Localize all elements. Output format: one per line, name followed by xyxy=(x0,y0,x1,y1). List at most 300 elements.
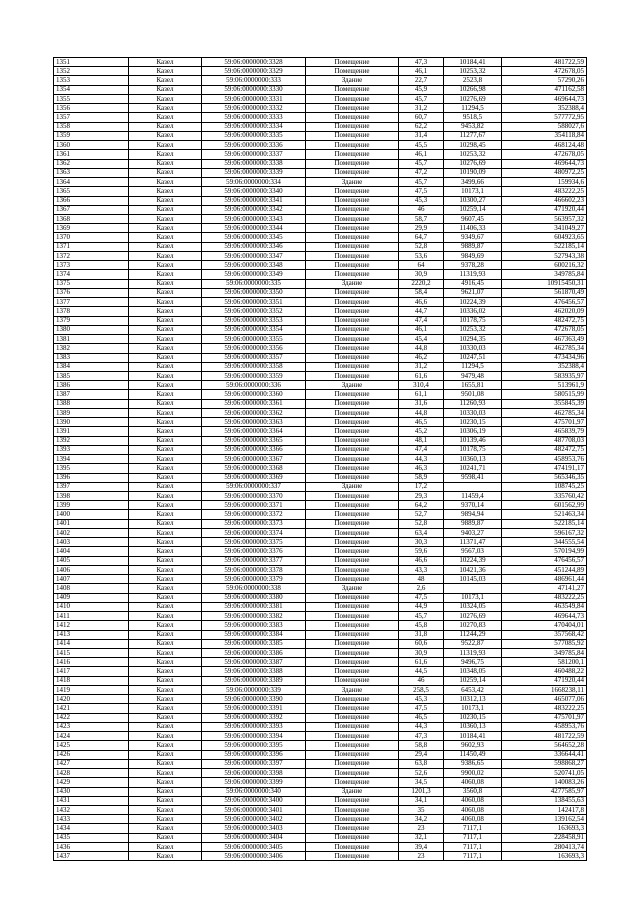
cadastral-value-cell: 522185,14 xyxy=(502,519,587,528)
cadastral-number-cell: 59:06:0000000:335 xyxy=(202,279,306,288)
object-type-cell: Помещение xyxy=(306,713,399,722)
cadastral-value-cell: 470404,01 xyxy=(502,621,587,630)
cadastral-number-cell: 59:06:0000000:3349 xyxy=(202,270,306,279)
cadastral-number-cell: 59:06:0000000:3367 xyxy=(202,455,306,464)
row-number: 1395 xyxy=(54,464,129,473)
table-row xyxy=(54,427,587,436)
settlement-cell: Казел xyxy=(129,667,202,676)
row-number: 1353 xyxy=(54,76,129,85)
cadastral-number-cell: 59:06:0000000:3343 xyxy=(202,214,306,223)
cadastral-value-cell: 598868,27 xyxy=(502,759,587,768)
row-number: 1423 xyxy=(54,722,129,731)
settlement-cell: Казел xyxy=(129,565,202,574)
row-number: 1361 xyxy=(54,150,129,159)
row-number: 1394 xyxy=(54,455,129,464)
unit-value-cell: 11277,67 xyxy=(444,131,502,140)
table-row xyxy=(54,492,587,501)
row-number: 1411 xyxy=(54,612,129,621)
cadastral-number-cell: 59:06:0000000:3351 xyxy=(202,298,306,307)
table-row xyxy=(54,307,587,316)
cadastral-number-cell: 59:06:0000000:3334 xyxy=(202,122,306,131)
unit-value-cell: 10184,41 xyxy=(444,58,502,67)
row-number: 1399 xyxy=(54,501,129,510)
area-cell: 47,2 xyxy=(399,168,444,177)
area-cell: 29,3 xyxy=(399,492,444,501)
settlement-cell: Казел xyxy=(129,547,202,556)
cadastral-value-cell: 138455,63 xyxy=(502,796,587,805)
area-cell: 32,1 xyxy=(399,833,444,842)
unit-value-cell: 9900,02 xyxy=(444,769,502,778)
area-cell: 61,6 xyxy=(399,371,444,380)
row-number: 1396 xyxy=(54,473,129,482)
object-type-cell: Помещение xyxy=(306,150,399,159)
cadastral-value-cell: 458953,76 xyxy=(502,455,587,464)
table-row xyxy=(54,685,587,694)
unit-value-cell: 3560,8 xyxy=(444,787,502,796)
unit-value-cell: 11459,4 xyxy=(444,492,502,501)
area-cell: 46,1 xyxy=(399,325,444,334)
row-number: 1355 xyxy=(54,94,129,103)
area-cell: 58,7 xyxy=(399,214,444,223)
row-number: 1421 xyxy=(54,704,129,713)
cadastral-number-cell: 59:06:0000000:3372 xyxy=(202,510,306,519)
unit-value-cell: 9501,08 xyxy=(444,390,502,399)
row-number: 1416 xyxy=(54,658,129,667)
row-number: 1384 xyxy=(54,362,129,371)
unit-value-cell: 7117,1 xyxy=(444,833,502,842)
settlement-cell: Казел xyxy=(129,695,202,704)
table-row xyxy=(54,178,587,187)
object-type-cell: Помещение xyxy=(306,455,399,464)
area-cell: 61,1 xyxy=(399,390,444,399)
cadastral-number-cell: 59:06:0000000:3369 xyxy=(202,473,306,482)
object-type-cell: Здание xyxy=(306,685,399,694)
cadastral-value-cell: 468124,48 xyxy=(502,141,587,150)
object-type-cell: Помещение xyxy=(306,538,399,547)
cadastral-value-cell: 469644,73 xyxy=(502,94,587,103)
row-number: 1406 xyxy=(54,565,129,574)
table-row xyxy=(54,565,587,574)
settlement-cell: Казел xyxy=(129,593,202,602)
cadastral-value-cell: 349785,84 xyxy=(502,270,587,279)
cadastral-number-cell: 59:06:0000000:3373 xyxy=(202,519,306,528)
cadastral-number-cell: 59:06:0000000:3357 xyxy=(202,353,306,362)
area-cell: 52,8 xyxy=(399,519,444,528)
cadastral-number-cell: 59:06:0000000:3336 xyxy=(202,141,306,150)
table-row xyxy=(54,593,587,602)
area-cell: 61,6 xyxy=(399,658,444,667)
row-number: 1405 xyxy=(54,556,129,565)
settlement-cell: Казел xyxy=(129,242,202,251)
area-cell: 31,6 xyxy=(399,399,444,408)
table-row xyxy=(54,815,587,824)
object-type-cell: Здание xyxy=(306,482,399,491)
cadastral-value-cell: 472678,05 xyxy=(502,325,587,334)
object-type-cell: Помещение xyxy=(306,141,399,150)
area-cell: 52,6 xyxy=(399,769,444,778)
settlement-cell: Казел xyxy=(129,67,202,76)
unit-value-cell: 4060,08 xyxy=(444,805,502,814)
cadastral-value-cell: 469644,73 xyxy=(502,612,587,621)
cadastral-number-cell: 59:06:0000000:3337 xyxy=(202,150,306,159)
unit-value-cell: 9567,03 xyxy=(444,547,502,556)
object-type-cell: Здание xyxy=(306,584,399,593)
cadastral-number-cell: 59:06:0000000:3347 xyxy=(202,251,306,260)
unit-value-cell: 6453,42 xyxy=(444,685,502,694)
area-cell: 58,8 xyxy=(399,741,444,750)
table-row xyxy=(54,316,587,325)
table-row xyxy=(54,519,587,528)
row-number: 1382 xyxy=(54,344,129,353)
object-type-cell: Помещение xyxy=(306,565,399,574)
cadastral-number-cell: 59:06:0000000:334 xyxy=(202,178,306,187)
object-type-cell: Помещение xyxy=(306,307,399,316)
area-cell: 47,5 xyxy=(399,187,444,196)
area-cell: 47,4 xyxy=(399,316,444,325)
unit-value-cell: 11244,29 xyxy=(444,630,502,639)
row-number: 1420 xyxy=(54,695,129,704)
settlement-cell: Казел xyxy=(129,464,202,473)
row-number: 1363 xyxy=(54,168,129,177)
object-type-cell: Помещение xyxy=(306,676,399,685)
cadastral-number-cell: 59:06:0000000:3375 xyxy=(202,538,306,547)
row-number: 1387 xyxy=(54,390,129,399)
settlement-cell: Казел xyxy=(129,556,202,565)
area-cell: 46,6 xyxy=(399,298,444,307)
row-number: 1429 xyxy=(54,778,129,787)
cadastral-value-cell: 474191,17 xyxy=(502,464,587,473)
table-row xyxy=(54,187,587,196)
object-type-cell: Помещение xyxy=(306,556,399,565)
table-body xyxy=(54,58,587,861)
object-type-cell: Помещение xyxy=(306,547,399,556)
settlement-cell: Казел xyxy=(129,445,202,454)
row-number: 1362 xyxy=(54,159,129,168)
object-type-cell: Здание xyxy=(306,787,399,796)
cadastral-value-cell: 483222,25 xyxy=(502,187,587,196)
cadastral-number-cell: 59:06:0000000:3399 xyxy=(202,778,306,787)
area-cell: 62,2 xyxy=(399,122,444,131)
cadastral-value-cell: 466602,23 xyxy=(502,196,587,205)
settlement-cell: Казел xyxy=(129,122,202,131)
unit-value-cell: 9518,5 xyxy=(444,113,502,122)
unit-value-cell: 10224,39 xyxy=(444,298,502,307)
cadastral-value-cell: 481722,59 xyxy=(502,58,587,67)
area-cell: 52,8 xyxy=(399,242,444,251)
cadastral-value-cell: 163693,3 xyxy=(502,852,587,861)
object-type-cell: Помещение xyxy=(306,196,399,205)
unit-value-cell: 4060,08 xyxy=(444,796,502,805)
cadastral-value-cell: 139162,54 xyxy=(502,815,587,824)
table-row xyxy=(54,362,587,371)
cadastral-value-cell: 341049,27 xyxy=(502,224,587,233)
table-row xyxy=(54,122,587,131)
table-row xyxy=(54,418,587,427)
table-row xyxy=(54,833,587,842)
cadastral-value-cell: 463549,84 xyxy=(502,602,587,611)
row-number: 1426 xyxy=(54,750,129,759)
cadastral-number-cell: 59:06:0000000:3359 xyxy=(202,371,306,380)
object-type-cell: Помещение xyxy=(306,353,399,362)
unit-value-cell: 2523,8 xyxy=(444,76,502,85)
area-cell: 39,4 xyxy=(399,842,444,851)
cadastral-number-cell: 59:06:0000000:3406 xyxy=(202,852,306,861)
row-number: 1400 xyxy=(54,510,129,519)
unit-value-cell: 9349,67 xyxy=(444,233,502,242)
object-type-cell: Помещение xyxy=(306,519,399,528)
cadastral-value-cell: 10915450,31 xyxy=(502,279,587,288)
area-cell: 258,5 xyxy=(399,685,444,694)
settlement-cell: Казел xyxy=(129,602,202,611)
row-number: 1373 xyxy=(54,261,129,270)
settlement-cell: Казел xyxy=(129,390,202,399)
area-cell: 44,3 xyxy=(399,722,444,731)
table-row xyxy=(54,556,587,565)
table-row xyxy=(54,649,587,658)
settlement-cell: Казел xyxy=(129,612,202,621)
unit-value-cell: 10253,32 xyxy=(444,150,502,159)
settlement-cell: Казел xyxy=(129,270,202,279)
table-row xyxy=(54,270,587,279)
cadastral-number-cell: 59:06:0000000:3400 xyxy=(202,796,306,805)
unit-value-cell: 9889,87 xyxy=(444,242,502,251)
cadastral-value-cell: 465077,06 xyxy=(502,695,587,704)
settlement-cell: Казел xyxy=(129,150,202,159)
object-type-cell: Помещение xyxy=(306,131,399,140)
area-cell: 47,5 xyxy=(399,704,444,713)
object-type-cell: Помещение xyxy=(306,630,399,639)
table-row xyxy=(54,353,587,362)
object-type-cell: Помещение xyxy=(306,214,399,223)
cadastral-number-cell: 59:06:0000000:3391 xyxy=(202,704,306,713)
settlement-cell: Казел xyxy=(129,833,202,842)
table-row xyxy=(54,104,587,113)
cadastral-value-cell: 357568,42 xyxy=(502,630,587,639)
cadastral-value-cell: 159934,6 xyxy=(502,178,587,187)
table-row xyxy=(54,612,587,621)
object-type-cell: Помещение xyxy=(306,261,399,270)
cadastral-value-cell: 473434,96 xyxy=(502,353,587,362)
cadastral-value-cell: 475701,97 xyxy=(502,713,587,722)
object-type-cell: Здание xyxy=(306,381,399,390)
row-number: 1410 xyxy=(54,602,129,611)
area-cell: 44,9 xyxy=(399,602,444,611)
object-type-cell: Помещение xyxy=(306,667,399,676)
cadastral-number-cell: 59:06:0000000:3354 xyxy=(202,325,306,334)
settlement-cell: Казел xyxy=(129,104,202,113)
area-cell: 48,1 xyxy=(399,436,444,445)
area-cell: 310,4 xyxy=(399,381,444,390)
object-type-cell: Помещение xyxy=(306,251,399,260)
settlement-cell: Казел xyxy=(129,362,202,371)
cadastral-value-cell: 451244,89 xyxy=(502,565,587,574)
unit-value-cell: 9403,27 xyxy=(444,528,502,537)
cadastral-number-cell: 59:06:0000000:3356 xyxy=(202,344,306,353)
unit-value-cell: 10184,41 xyxy=(444,732,502,741)
object-type-cell: Помещение xyxy=(306,288,399,297)
cadastral-value-cell: 581200,1 xyxy=(502,658,587,667)
cadastral-value-cell: 460488,22 xyxy=(502,667,587,676)
table-row xyxy=(54,150,587,159)
table-row xyxy=(54,741,587,750)
object-type-cell: Помещение xyxy=(306,335,399,344)
row-number: 1356 xyxy=(54,104,129,113)
cadastral-value-cell: 469644,73 xyxy=(502,159,587,168)
table-row xyxy=(54,214,587,223)
cadastral-value-cell: 471920,44 xyxy=(502,205,587,214)
area-cell: 45,3 xyxy=(399,196,444,205)
row-number: 1414 xyxy=(54,639,129,648)
row-number: 1364 xyxy=(54,178,129,187)
settlement-cell: Казел xyxy=(129,722,202,731)
settlement-cell: Казел xyxy=(129,482,202,491)
cadastral-value-cell: 577772,95 xyxy=(502,113,587,122)
object-type-cell: Помещение xyxy=(306,94,399,103)
row-number: 1408 xyxy=(54,584,129,593)
object-type-cell: Помещение xyxy=(306,639,399,648)
unit-value-cell: 10173,1 xyxy=(444,187,502,196)
object-type-cell: Помещение xyxy=(306,621,399,630)
table-row xyxy=(54,141,587,150)
area-cell: 64,2 xyxy=(399,501,444,510)
cadastral-value-cell: 57290,26 xyxy=(502,76,587,85)
settlement-cell: Казел xyxy=(129,658,202,667)
cadastral-value-cell: 355845,39 xyxy=(502,399,587,408)
area-cell: 46 xyxy=(399,205,444,214)
table-row xyxy=(54,371,587,380)
row-number: 1372 xyxy=(54,251,129,260)
row-number: 1413 xyxy=(54,630,129,639)
table-row xyxy=(54,639,587,648)
cadastral-number-cell: 59:06:0000000:3404 xyxy=(202,833,306,842)
unit-value-cell: 10173,1 xyxy=(444,593,502,602)
cadastral-value-cell: 480972,25 xyxy=(502,168,587,177)
settlement-cell: Казел xyxy=(129,316,202,325)
cadastral-number-cell: 59:06:0000000:3384 xyxy=(202,630,306,639)
unit-value-cell: 10259,14 xyxy=(444,676,502,685)
cadastral-value-cell: 472678,05 xyxy=(502,67,587,76)
object-type-cell: Помещение xyxy=(306,575,399,584)
settlement-cell: Казел xyxy=(129,279,202,288)
row-number: 1424 xyxy=(54,732,129,741)
area-cell: 47,4 xyxy=(399,445,444,454)
object-type-cell: Здание xyxy=(306,279,399,288)
settlement-cell: Казел xyxy=(129,769,202,778)
table-row xyxy=(54,842,587,851)
table-row xyxy=(54,704,587,713)
object-type-cell: Помещение xyxy=(306,704,399,713)
cadastral-number-cell: 59:06:0000000:3365 xyxy=(202,436,306,445)
settlement-cell: Казел xyxy=(129,178,202,187)
table-row xyxy=(54,695,587,704)
area-cell: 45,7 xyxy=(399,94,444,103)
table-row xyxy=(54,131,587,140)
settlement-cell: Казел xyxy=(129,288,202,297)
area-cell: 31,8 xyxy=(399,630,444,639)
settlement-cell: Казел xyxy=(129,436,202,445)
unit-value-cell: 9598,41 xyxy=(444,473,502,482)
unit-value-cell: 10259,14 xyxy=(444,205,502,214)
area-cell: 46,5 xyxy=(399,713,444,722)
object-type-cell: Помещение xyxy=(306,67,399,76)
area-cell: 47,3 xyxy=(399,58,444,67)
area-cell: 45,9 xyxy=(399,85,444,94)
cadastral-number-cell: 59:06:0000000:3360 xyxy=(202,390,306,399)
table-row xyxy=(54,390,587,399)
row-number: 1390 xyxy=(54,418,129,427)
cadastral-value-cell: 344555,54 xyxy=(502,538,587,547)
unit-value-cell: 10266,98 xyxy=(444,85,502,94)
cadastral-number-cell: 59:06:0000000:3344 xyxy=(202,224,306,233)
unit-value-cell: 4916,45 xyxy=(444,279,502,288)
settlement-cell: Казел xyxy=(129,796,202,805)
cadastral-value-cell: 462785,34 xyxy=(502,344,587,353)
object-type-cell: Помещение xyxy=(306,270,399,279)
table-row xyxy=(54,510,587,519)
cadastral-number-cell: 59:06:0000000:3395 xyxy=(202,741,306,750)
row-number: 1392 xyxy=(54,436,129,445)
row-number: 1379 xyxy=(54,316,129,325)
area-cell: 45,4 xyxy=(399,335,444,344)
unit-value-cell: 1655,81 xyxy=(444,381,502,390)
unit-value-cell: 10300,27 xyxy=(444,196,502,205)
row-number: 1371 xyxy=(54,242,129,251)
table-row xyxy=(54,159,587,168)
table-row xyxy=(54,538,587,547)
area-cell: 64,7 xyxy=(399,233,444,242)
table-row xyxy=(54,288,587,297)
table-row xyxy=(54,667,587,676)
cadastral-value-cell: 4277585,97 xyxy=(502,787,587,796)
settlement-cell: Казел xyxy=(129,741,202,750)
cadastral-number-cell: 59:06:0000000:3342 xyxy=(202,205,306,214)
row-number: 1374 xyxy=(54,270,129,279)
table-row xyxy=(54,805,587,814)
object-type-cell: Помещение xyxy=(306,510,399,519)
object-type-cell: Помещение xyxy=(306,602,399,611)
object-type-cell: Помещение xyxy=(306,778,399,787)
object-type-cell: Помещение xyxy=(306,769,399,778)
cadastral-number-cell: 59:06:0000000:3388 xyxy=(202,667,306,676)
area-cell: 2220,2 xyxy=(399,279,444,288)
unit-value-cell: 11319,93 xyxy=(444,270,502,279)
cadastral-value-cell: 487708,03 xyxy=(502,436,587,445)
cadastral-number-cell: 59:06:0000000:3350 xyxy=(202,288,306,297)
object-type-cell: Помещение xyxy=(306,759,399,768)
unit-value-cell: 9378,28 xyxy=(444,261,502,270)
area-cell: 35 xyxy=(399,805,444,814)
unit-value-cell: 9889,87 xyxy=(444,519,502,528)
cadastral-value-cell: 486961,44 xyxy=(502,575,587,584)
area-cell: 53,6 xyxy=(399,251,444,260)
cadastral-value-cell: 47141,27 xyxy=(502,584,587,593)
object-type-cell: Помещение xyxy=(306,408,399,417)
unit-value-cell: 7117,1 xyxy=(444,852,502,861)
row-number: 1388 xyxy=(54,399,129,408)
area-cell: 17,2 xyxy=(399,482,444,491)
area-cell: 31,2 xyxy=(399,104,444,113)
area-cell: 64 xyxy=(399,261,444,270)
table-row xyxy=(54,67,587,76)
area-cell: 23 xyxy=(399,852,444,861)
row-number: 1412 xyxy=(54,621,129,630)
object-type-cell: Помещение xyxy=(306,104,399,113)
cadastral-number-cell: 59:06:0000000:3389 xyxy=(202,676,306,685)
row-number: 1369 xyxy=(54,224,129,233)
object-type-cell: Помещение xyxy=(306,371,399,380)
table-row xyxy=(54,76,587,85)
cadastral-value-cell: 142417,8 xyxy=(502,805,587,814)
